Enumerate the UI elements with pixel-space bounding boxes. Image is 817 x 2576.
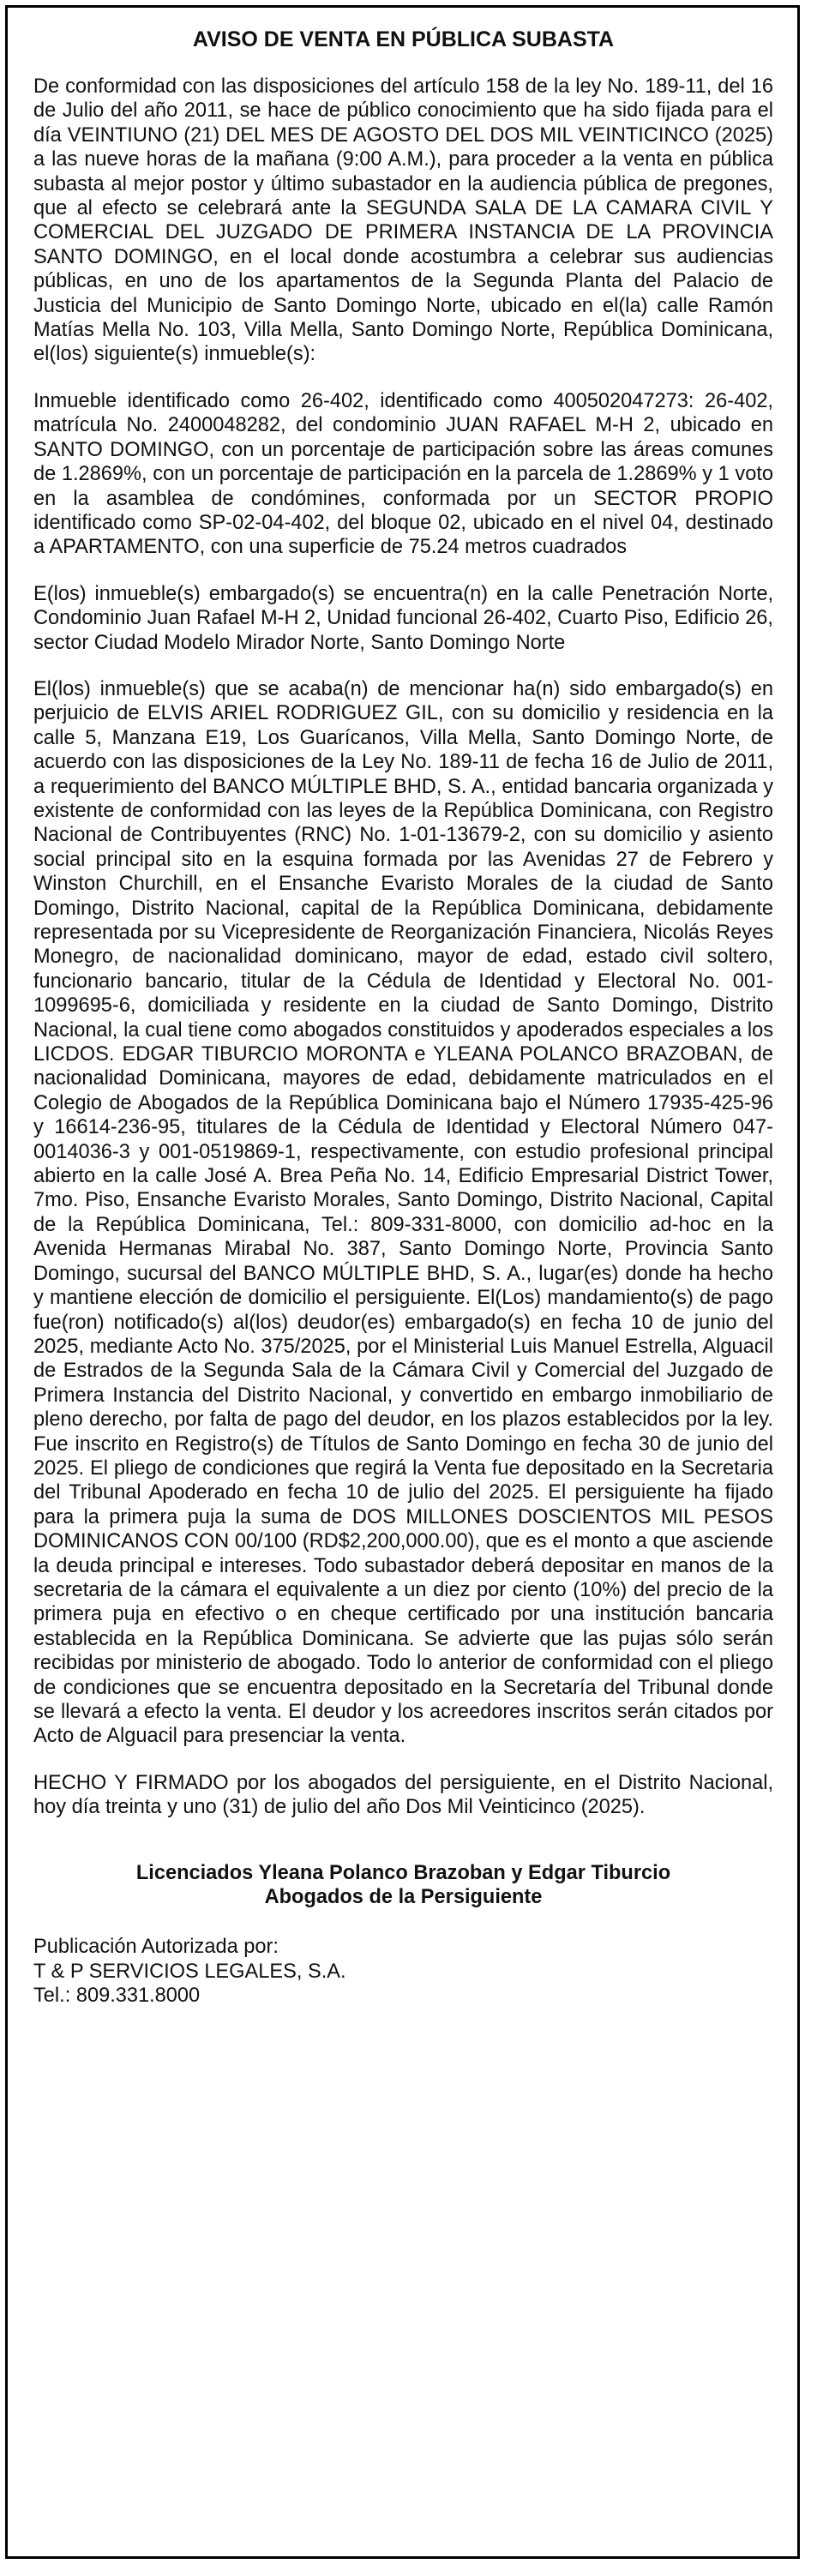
footer-phone: Tel.: 809.331.8000 — [33, 1985, 201, 2008]
signature-names: Licenciados Yleana Polanco Brazoban y Edgar Tiburcio — [135, 1861, 671, 1884]
footer-authorized-by: Publicación Autorizada por: — [33, 1936, 279, 1959]
signature-block — [33, 1861, 773, 1910]
notice-title: AVISO DE VENTA EN PÚBLICA SUBASTA — [192, 27, 615, 51]
paragraph-auction-announcement: De conformidad con las disposiciones del artículo 158 de la ley No. 189-11, del 16 de Julio del año 2011, se hace de público conocimiento que ha sido fijada para el día VEINTIUNO (21) DEL MES DE AGOSTO DEL DOS MIL VEINTICINCO (2025) a las nueve horas de la mañana (9:00 A.M.), para proceder a la venta en pública subasta al mejor postor y último subastador en la audiencia pública de pregones, que al efecto se celebrará ante la SEGUNDA SALA DE LA CAMARA CIVIL Y COMERCIAL DEL JUZGADO DE PRIMERA INSTANCIA DE LA PROVINCIA SANTO DOMINGO, en el local donde acostumbra a celebrar sus audiencias públicas, en uno de los apartamentos de la Segunda Planta del Palacio de Justicia del Municipio de Santo Domingo Norte, ubicado en el(la) calle Ramón Matías Mella No. 103, Villa Mella, Santo Domingo Norte, República Dominicana, el(los) siguiente(s) inmueble(s): — [33, 75, 773, 366]
legal-notice — [5, 5, 800, 2559]
footer-company: T & P SERVICIOS LEGALES, S.A. — [33, 1960, 346, 1983]
paragraph-property-location: E(los) inmueble(s) embargado(s) se encuentra(n) en la calle Penetración Norte, Condominio Juan Rafael M-H 2, Unidad funcional 26-402, Cuarto Piso, Edificio 26, sector Ciudad Modelo Mirador Norte, Santo Domingo Norte — [33, 582, 773, 654]
paragraph-signed: HECHO Y FIRMADO por los abogados del persiguiente, en el Distrito Nacional, hoy día treinta y uno (31) de julio del año Dos Mil Veinticinco (2025). — [33, 1771, 773, 1819]
publication-footer — [33, 1935, 773, 2008]
signature-role: Abogados de la Persiguiente — [264, 1886, 543, 1909]
paragraph-property-description: Inmueble identificado como 26-402, identificado como 400502047273: 26-402, matrícula No. 2400048282, del condominio JUAN RAFAEL M-H 2, ubicado en SANTO DOMINGO, con un porcentaje de participación sobre las áreas comunes de 1.2869%, con un porcentaje de participación en la parcela de 1.2869% y 1 voto en la asamblea de condómines, conformada por un SECTOR PROPIO identificado como SP-02-04-402, del bloque 02, ubicado en el nivel 04, destinado a APARTAMENTO, con una superficie de 75.24 metros cuadrados — [33, 389, 773, 559]
paragraph-seizure-details: El(los) inmueble(s) que se acaba(n) de mencionar ha(n) sido embargado(s) en perjuicio de ELVIS ARIEL RODRIGUEZ GIL, con su domicilio y residencia en la calle 5, Manzana E19, Los Guarícanos, Villa Mella, Santo Domingo Norte, de acuerdo con las disposiciones de la Ley No. 189-11 de fecha 16 de Julio de 2011, a requerimiento del BANCO MÚLTIPLE BHD, S. A., entidad bancaria organizada y existente de conformidad con las leyes de la República Dominicana, con Registro Nacional de Contribuyentes (RNC) No. 1-01-13679-2, con su domicilio y asiento social principal sito en la esquina formada por las Avenidas 27 de Febrero y Winston Churchill, en el Ensanche Evaristo Morales de la ciudad de Santo Domingo, Distrito Nacional, capital de la República Dominicana, debidamente representada por su Vicepresidente de Reorganización Financiera, Nicolás Reyes Monegro, de nacionalidad dominicano, mayor de edad, estado civil soltero, funcionario bancario, titular de la Cédula de Identidad y Electoral No. 001-1099695-6, domiciliada y residente en la ciudad de Santo Domingo, Distrito Nacional, la cual tiene como abogados constituidos y apoderados especiales a los LICDOS. EDGAR TIBURCIO MORONTA e YLEANA POLANCO BRAZOBAN, de nacionalidad Dominicana, mayores de edad, debidamente matriculados en el Colegio de Abogados de la República Dominicana bajo el Número 17935-425-96 y 16614-236-95, titulares de la Cédula de Identidad y Electoral Número 047-0014036-3 y 001-0519869-1, respectivamente, con estudio profesional principal abierto en la calle José A. Brea Peña No. 14, Edificio Empresarial District Tower, 7mo. Piso, Ensanche Evaristo Morales, Santo Domingo, Distrito Nacional, Capital de la República Dominicana, Tel.: 809-331-8000, con domicilio ad-hoc en la Avenida Hermanas Mirabal No. 387, Santo Domingo Norte, Provincia Santo Domingo, sucursal del BANCO MÚLTIPLE BHD, S. A., lugar(es) donde ha hecho y mantiene elección de domicilio el persiguiente. El(Los) mandamiento(s) de pago fue(ron) notificado(s) al(los) deudor(es) embargado(s) en fecha 10 de junio del 2025, mediante Acto No. 375/2025, por el Ministerial Luis Manuel Estrella, Alguacil de Estrados de la Segunda Sala de la Cámara Civil y Comercial del Juzgado de Primera Instancia del Distrito Nacional, y convertido en embargo inmobiliario de pleno derecho, por falta de pago del deudor, en los plazos establecidos por la ley. Fue inscrito en Registro(s) de Títulos de Santo Domingo en fecha 30 de junio del 2025. El pliego de condiciones que regirá la Venta fue depositado en la Secretaria del Tribunal Apoderado en fecha 10 de julio del 2025. El persiguiente ha fijado para la primera puja la suma de DOS MILLONES DOSCIENTOS MIL PESOS DOMINICANOS CON 00/100 (RD$2,200,000.00), que es el monto a que asciende la deuda principal e intereses. Todo subastador deberá depositar en manos de la secretaria de la cámara el equivalente a un diez por ciento (10%) del precio de la primera puja en efectivo o en cheque certificado por una institución bancaria establecida en la República Dominicana. Se advierte que las pujas sólo serán recibidas por ministerio de abogado. Todo lo anterior de conformidad con el pliego de condiciones que se encuentra depositado en la Secretaría del Tribunal donde se llevará a efecto la venta. El deudor y los acreedores inscritos serán citados por Acto de Alguacil para presenciar la venta. — [33, 677, 773, 1748]
